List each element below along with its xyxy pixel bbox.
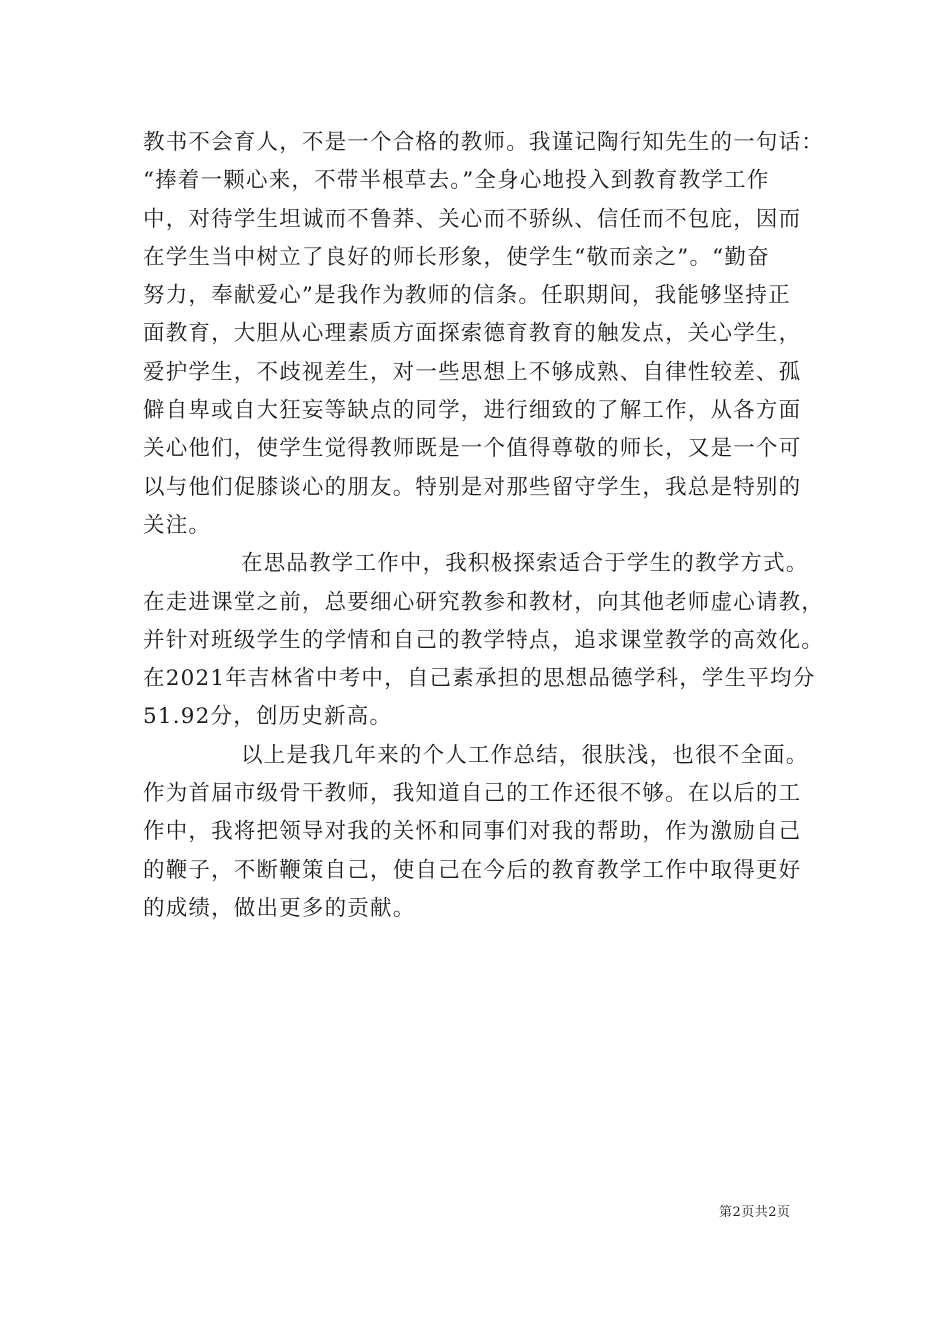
text-line-indented: 以上是我几年来的个人工作总结，很肤浅，也很不全面。 (241, 742, 809, 768)
text-line: 在学生当中树立了良好的师长形象，使学生“敬而亲之”。“勤奋 (143, 244, 770, 270)
text-line: 并针对班级学生的学情和自己的教学特点，追求课堂教学的高效化。 (143, 627, 825, 653)
text-line: 的鞭子，不断鞭策自己，使自己在今后的教育教学工作中取得更好 (143, 857, 802, 883)
text-line: 关心他们，使学生觉得教师既是一个值得尊敬的师长，又是一个可 (143, 436, 802, 462)
text-line: 在走进课堂之前，总要细心研究教参和教材，向其他老师虚心请教， (143, 589, 825, 615)
text-line: 关注。 (143, 512, 212, 538)
paragraph-3 (143, 737, 811, 928)
text-line-indented: 在思品教学工作中，我积极探索适合于学生的教学方式。 (241, 551, 809, 577)
text-line: 作为首届市级骨干教师，我知道自己的工作还很不够。在以后的工 (143, 781, 802, 807)
text-line: 爱护学生，不歧视差生，对一些思想上不够成熟、自律性较差、孤 (143, 359, 802, 385)
text-line: 的成绩，做出更多的贡献。 (143, 895, 416, 921)
text-line: 教书不会育人，不是一个合格的教师。我谨记陶行知先生的一句话： (143, 130, 825, 155)
paragraph-2 (143, 545, 825, 736)
text-line: “捧着一颗心来，不带半根草去。”全身心地投入到教育教学工作 (143, 168, 770, 194)
text-line: 51.92分，创历史新高。 (143, 704, 393, 730)
text-line: 以与他们促膝谈心的朋友。特别是对那些留守学生，我总是特别的 (143, 474, 802, 500)
page-number-footer: 第2页共2页 (719, 1205, 791, 1220)
document-body (143, 124, 825, 928)
text-line: 在2021年吉林省中考中，自己素承担的思想品德学科，学生平均分 (143, 666, 816, 692)
text-line: 僻自卑或自大狂妄等缺点的同学，进行细致的了解工作，从各方面 (143, 398, 802, 424)
paragraph-1 (143, 124, 825, 545)
text-line: 作中，我将把领导对我的关怀和同事们对我的帮助，作为激励自己 (143, 819, 802, 845)
text-line: 中，对待学生坦诚而不鲁莽、关心而不骄纵、信任而不包庇，因而 (143, 206, 802, 232)
text-line: 面教育，大胆从心理素质方面探索德育教育的触发点，关心学生， (143, 321, 802, 347)
text-line: 努力，奉献爱心”是我作为教师的信条。任职期间，我能够坚持正 (143, 283, 791, 309)
